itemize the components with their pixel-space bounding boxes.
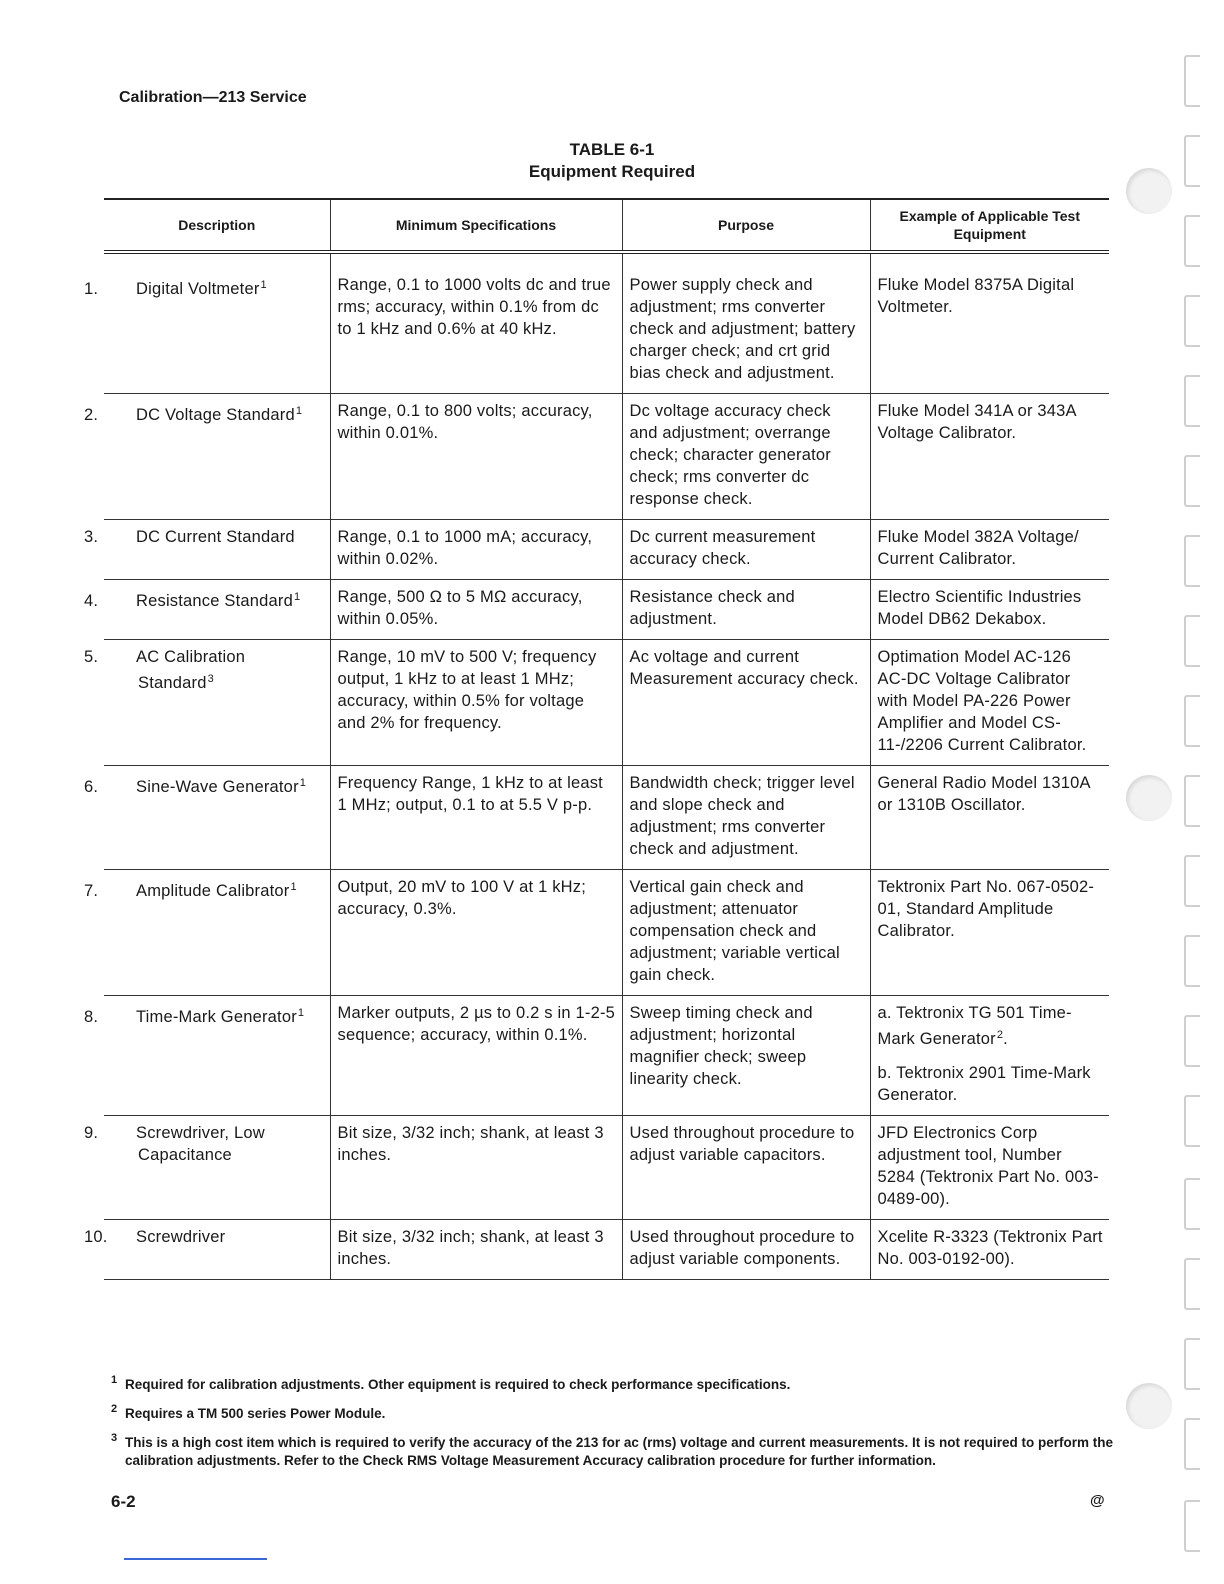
cell-specifications: Range, 500 Ω to 5 MΩ accuracy, within 0.05%. [330,580,622,640]
page-number: 6-2 [111,1492,136,1511]
item-number: 10. [84,1228,108,1246]
footnote-ref: 1 [297,1007,305,1019]
footnotes [111,1376,1121,1481]
binder-tab-mark [1184,1095,1200,1147]
cell-purpose: Sweep timing check and adjustment; horizontal magnifier check; sweep linearity check. [622,996,870,1116]
cell-example: Fluke Model 341A or 343A Voltage Calibrator. [870,394,1109,520]
table-title: TABLE 6-1 [569,140,655,159]
cell-specifications: Marker outputs, 2 µs to 0.2 s in 1-2-5 sequence; accuracy, within 0.1%. [330,996,622,1116]
table-row [104,870,1109,996]
cell-description [84,996,330,1116]
cell-example: Tektronix Part No. 067-0502-01, Standard Amplitude Calibrator. [870,870,1109,996]
cell-description [84,580,330,640]
cell-example: Fluke Model 382A Voltage/ Current Calibrator. [870,520,1109,580]
item-number: 5. [84,648,99,666]
footnote-ref: 1 [260,279,267,291]
item-description: Digital Voltmeter [136,280,260,298]
cell-description [84,640,330,766]
cell-purpose: Dc voltage accuracy check and adjustment; overrange check; character generator check; rms converter dc response check. [622,394,870,520]
cell-specifications: Range, 0.1 to 1000 volts dc and true rms; accuracy, within 0.1% from dc to 1 kHz and 0.6% at 40 kHz. [330,252,622,394]
cell-specifications: Output, 20 mV to 100 V at 1 kHz; accuracy, 0.3%. [330,870,622,996]
column-header-description: Description [104,199,330,252]
footnote-number: 1 [111,1374,118,1386]
binder-tab-mark [1184,1178,1200,1230]
cell-specifications: Range, 10 mV to 500 V; frequency output, 1 kHz to at least 1 MHz; accuracy, within 0.5% for voltage and 2% for frequency. [330,640,622,766]
cell-purpose: Ac voltage and current Measurement accuracy check. [622,640,870,766]
item-number: 8. [84,1008,99,1026]
cell-specifications: Frequency Range, 1 kHz to at least 1 MHz; output, 0.1 to at 5.5 V p-p. [330,766,622,870]
footnote-number: 3 [111,1432,118,1444]
item-description: Resistance Standard [136,592,293,610]
cell-example: Electro Scientific Industries Model DB62 Dekabox. [870,580,1109,640]
binder-hole [1126,775,1172,821]
example-a-text: a. Tektronix TG 501 Time-Mark Generator [877,1004,1072,1048]
cell-purpose: Used throughout procedure to adjust variable capacitors. [622,1116,870,1220]
table-header-row [104,199,1109,252]
binder-tab-mark [1184,1015,1200,1067]
cell-example: General Radio Model 1310A or 1310B Oscillator. [870,766,1109,870]
binder-tab-mark [1184,615,1200,667]
item-number: 7. [84,882,99,900]
cell-purpose: Bandwidth check; trigger level and slope check and adjustment; rms converter check and adjustment. [622,766,870,870]
column-header-specifications: Minimum Specifications [330,199,622,252]
item-number: 2. [84,406,99,424]
item-number: 3. [84,528,99,546]
table-row [104,766,1109,870]
item-description: Screwdriver, Low Capacitance [136,1124,265,1164]
cell-example: Fluke Model 8375A Digital Voltmeter. [870,252,1109,394]
footnote-ref: 1 [290,881,297,893]
cell-description [84,766,330,870]
binder-tab-mark [1184,935,1200,987]
cell-description [84,1220,330,1280]
binder-hole [1126,1383,1172,1429]
binder-tab-mark [1184,1500,1200,1552]
binder-tab-mark [1184,55,1200,107]
binder-tab-mark [1184,535,1200,587]
item-description: Amplitude Calibrator [136,882,290,900]
binder-tab-mark [1184,1418,1200,1470]
footnote-number: 2 [111,1403,118,1415]
column-header-example: Example of Applicable Test Equipment [870,199,1109,252]
item-description: Screwdriver [136,1228,226,1246]
footnote-text: Requires a TM 500 series Power Module. [125,1406,386,1421]
table-row [104,1116,1109,1220]
example-option-a: a. Tektronix TG 501 Time-Mark Generator$^2$. [877,1004,1072,1048]
cell-description [84,870,330,996]
cell-specifications: Bit size, 3/32 inch; shank, at least 3 inches. [330,1116,622,1220]
binder-tab-mark [1184,855,1200,907]
binder-tab-mark [1184,215,1200,267]
cell-example: Optimation Model AC-126 AC-DC Voltage Calibrator with Model PA-226 Power Amplifier and Model CS-11-/2206 Current Calibrator. [870,640,1109,766]
cell-specifications: Bit size, 3/32 inch; shank, at least 3 inches. [330,1220,622,1280]
running-header: Calibration—213 Service [119,89,307,106]
item-description: AC Calibration Standard [136,648,246,692]
cell-purpose: Used throughout procedure to adjust variable components. [622,1220,870,1280]
cell-description [84,1116,330,1220]
footnote-ref: 3 [207,673,214,685]
column-header-purpose: Purpose [622,199,870,252]
footnote [111,1376,1121,1394]
item-description: Time-Mark Generator [136,1008,297,1026]
item-description: DC Voltage Standard [136,406,295,424]
cell-purpose: Vertical gain check and adjustment; attenuator compensation check and adjustment; variable vertical gain check. [622,870,870,996]
cell-description [84,252,330,394]
corner-mark: @ [1090,1492,1105,1509]
item-description: Sine-Wave Generator [136,778,299,796]
footnote-ref: 1 [295,405,303,417]
binder-tab-mark [1184,1258,1200,1310]
cell-purpose: Dc current measurement accuracy check. [622,520,870,580]
binder-tab-mark [1184,295,1200,347]
item-number: 1. [84,280,99,298]
footnote-text: This is a high cost item which is required to verify the accuracy of the 213 for ac (rms) voltage and current measurements. It is not required to perform the calibration adjustments. Refer to the Check RMS Voltage Measurement Accuracy calibration procedure for further information. [125,1435,1113,1468]
item-number: 9. [84,1124,99,1142]
table-row [104,996,1109,1116]
table-row [104,520,1109,580]
binder-tab-mark [1184,375,1200,427]
item-description: DC Current Standard [136,528,295,546]
footnote-ref: 1 [299,777,307,789]
cell-description [84,394,330,520]
cell-description [84,520,330,580]
table-row [104,394,1109,520]
binder-tab-mark [1184,135,1200,187]
cell-example [870,996,1109,1116]
footnote [111,1405,1121,1423]
binder-hole [1126,168,1172,214]
cell-example: Xcelite R-3323 (Tektronix Part No. 003-0192-00). [870,1220,1109,1280]
cell-purpose: Power supply check and adjustment; rms converter check and adjustment; battery charger check; and crt grid bias check and adjustment. [622,252,870,394]
table-row [104,640,1109,766]
item-number: 4. [84,592,99,610]
footnote-ref: 2 [996,1029,1004,1041]
binder-tab-mark [1184,695,1200,747]
table-row [104,1220,1109,1280]
footnote [111,1434,1121,1470]
footnote-ref: 1 [293,591,301,603]
underline-mark [124,1558,267,1560]
example-option-b: b. Tektronix 2901 Time-Mark Generator. [877,1064,1091,1104]
table-subtitle: Equipment Required [528,162,696,181]
table-row [104,580,1109,640]
equipment-table [84,198,1109,1280]
cell-example: JFD Electronics Corp adjustment tool, Number 5284 (Tektronix Part No. 003-0489-00). [870,1116,1109,1220]
item-number: 6. [84,778,99,796]
binder-tab-mark [1184,1338,1200,1390]
binder-tab-mark [1184,775,1200,827]
binder-tab-mark [1184,455,1200,507]
footnote-text: Required for calibration adjustments. Other equipment is required to check performance specifications. [125,1377,791,1392]
cell-specifications: Range, 0.1 to 800 volts; accuracy, within 0.01%. [330,394,622,520]
cell-specifications: Range, 0.1 to 1000 mA; accuracy, within 0.02%. [330,520,622,580]
table-row [104,252,1109,394]
cell-purpose: Resistance check and adjustment. [622,580,870,640]
